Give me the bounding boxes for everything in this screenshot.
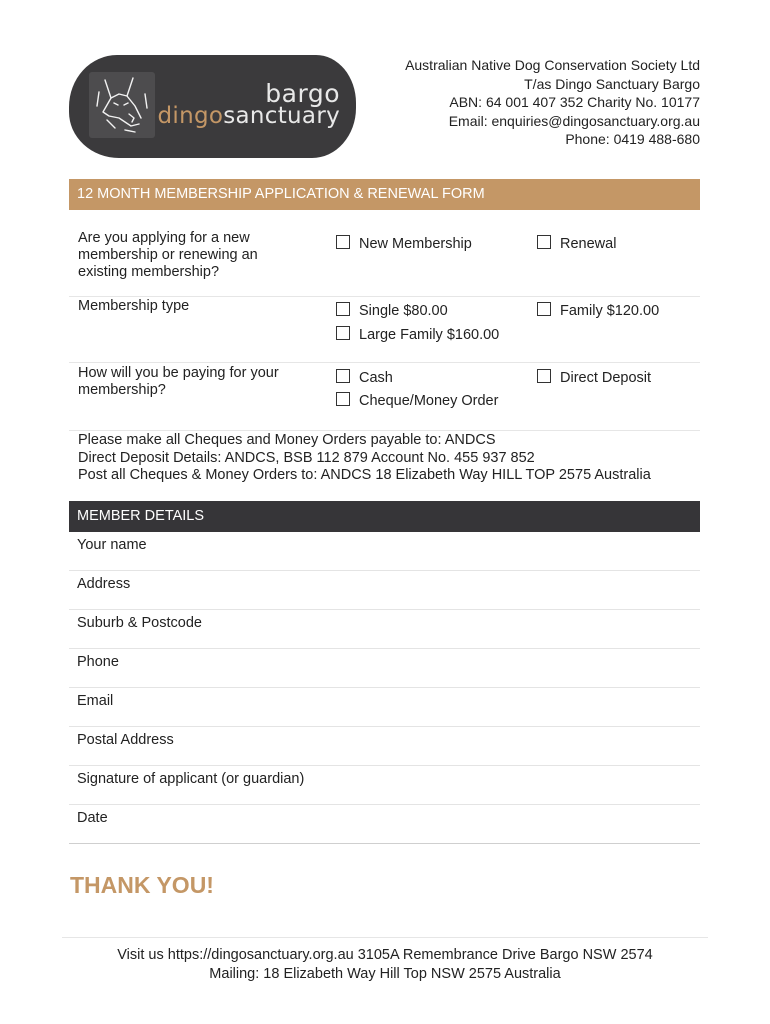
- footer-divider: [62, 937, 708, 938]
- payment-payable-to: Please make all Cheques and Money Orders payable to: ANDCS: [78, 432, 496, 448]
- option-renewal[interactable]: Renewal: [537, 235, 616, 253]
- option-cash[interactable]: Cash: [336, 369, 393, 387]
- checkbox[interactable]: [336, 235, 350, 249]
- thank-you-heading: THANK YOU!: [70, 872, 214, 898]
- footer-visit: Visit us https://dingosanctuary.org.au 3105A Remembrance Drive Bargo NSW 2574: [117, 947, 653, 963]
- field-line: [69, 726, 700, 727]
- member-details-bar: MEMBER DETAILS: [69, 501, 700, 532]
- field-line: [69, 843, 700, 844]
- checkbox[interactable]: [336, 326, 350, 340]
- logo-text-dingosanctuary: dingosanctuary: [157, 103, 340, 129]
- org-abn: ABN: 64 001 407 352 Charity No. 10177: [449, 94, 700, 110]
- logo-text-bargo: bargo: [265, 79, 340, 108]
- checkbox[interactable]: [336, 392, 350, 406]
- field-your-name[interactable]: Your name: [77, 537, 147, 553]
- field-date[interactable]: Date: [77, 810, 108, 826]
- org-email: Email: enquiries@dingosanctuary.org.au: [448, 112, 700, 129]
- field-line: [69, 687, 700, 688]
- divider: [69, 362, 700, 363]
- form-title-bar: 12 MONTH MEMBERSHIP APPLICATION & RENEWAL FORM: [69, 179, 700, 210]
- payment-post-address: Post all Cheques & Money Orders to: ANDCS 18 Elizabeth Way HILL TOP 2575 Australia: [78, 467, 651, 483]
- option-single[interactable]: Single $80.00: [336, 302, 448, 320]
- dingo-icon: [89, 72, 155, 138]
- option-family[interactable]: Family $120.00: [537, 302, 659, 320]
- divider: [69, 296, 700, 297]
- field-line: [69, 648, 700, 649]
- field-address[interactable]: Address: [77, 576, 131, 592]
- org-phone: Phone: 0419 488-680: [565, 131, 700, 147]
- option-cheque-money-order[interactable]: Cheque/Money Order: [336, 392, 498, 410]
- logo: [69, 55, 356, 158]
- field-line: [69, 804, 700, 805]
- checkbox[interactable]: [537, 235, 551, 249]
- field-line: [69, 765, 700, 766]
- option-large-family[interactable]: Large Family $160.00: [336, 326, 499, 344]
- footer-mailing: Mailing: 18 Elizabeth Way Hill Top NSW 2575 Australia: [209, 966, 561, 982]
- field-phone[interactable]: Phone: [77, 654, 119, 670]
- field-email[interactable]: Email: [77, 693, 114, 709]
- field-line: [69, 609, 700, 610]
- option-direct-deposit[interactable]: Direct Deposit: [537, 369, 651, 387]
- option-new-membership[interactable]: New Membership: [336, 235, 472, 253]
- checkbox[interactable]: [537, 369, 551, 383]
- checkbox[interactable]: [336, 302, 350, 316]
- organisation-details: [405, 56, 700, 149]
- question-application-type: Are you applying for a new membership or renewing an existing membership?: [78, 230, 258, 280]
- question-payment-method: How will you be paying for your membership?: [78, 365, 279, 398]
- field-signature[interactable]: Signature of applicant (or guardian): [77, 771, 305, 787]
- org-trading-as: T/as Dingo Sanctuary Bargo: [524, 75, 700, 92]
- divider: [69, 430, 700, 431]
- org-name: Australian Native Dog Conservation Society Ltd: [405, 57, 700, 73]
- footer: [0, 946, 770, 984]
- field-line: [69, 570, 700, 571]
- field-postal-address[interactable]: Postal Address: [77, 732, 174, 748]
- payment-info: [78, 432, 651, 485]
- payment-deposit-details: Direct Deposit Details: ANDCS, BSB 112 879 Account No. 455 937 852: [78, 449, 535, 466]
- field-suburb-postcode[interactable]: Suburb & Postcode: [77, 615, 202, 631]
- question-membership-type: Membership type: [78, 298, 190, 314]
- checkbox[interactable]: [336, 369, 350, 383]
- checkbox[interactable]: [537, 302, 551, 316]
